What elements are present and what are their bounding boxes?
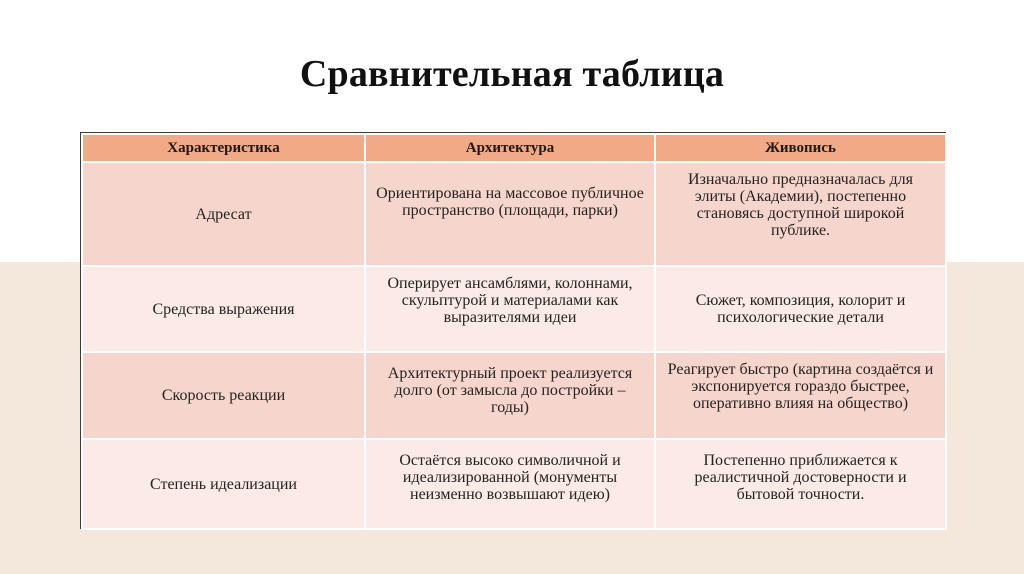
row-painting: Сюжет, композиция, колорит и психологические детали	[655, 266, 946, 352]
row-characteristic: Скорость реакции	[82, 352, 365, 439]
row-characteristic: Средства выражения	[82, 266, 365, 352]
slide-title: Сравнительная таблица	[299, 53, 725, 95]
row-characteristic: Адресат	[82, 162, 365, 266]
table-header-row	[82, 134, 946, 162]
comparison-table	[80, 132, 946, 529]
table-row	[82, 266, 946, 352]
row-architecture: Архитектурный проект реализуется долго (от замысла до постройки – годы)	[365, 352, 655, 439]
header-characteristic: Характеристика	[82, 134, 365, 162]
header-painting: Живопись	[655, 134, 946, 162]
row-architecture: Ориентирована на массовое публичное пространство (площади, парки)	[365, 162, 655, 266]
row-painting: Изначально предназначалась для элиты (Академии), постепенно становясь доступной широкой публике.	[655, 162, 946, 266]
header-architecture: Архитектура	[365, 134, 655, 162]
row-painting: Реагирует быстро (картина создаётся и экспонируется гораздо быстрее, оперативно влияя на общество)	[655, 352, 946, 439]
comparison-table-grid	[81, 133, 947, 530]
row-architecture: Оперирует ансамблями, колоннами, скульптурой и материалами как выразителями идеи	[365, 266, 655, 352]
table-row	[82, 352, 946, 439]
table-row	[82, 439, 946, 529]
row-characteristic: Степень идеализации	[82, 439, 365, 529]
table-row	[82, 162, 946, 266]
row-painting: Постепенно приближается к реалистичной достоверности и бытовой точности.	[655, 439, 946, 529]
row-architecture: Остаётся высоко символичной и идеализированной (монументы неизменно возвышают идею)	[365, 439, 655, 529]
